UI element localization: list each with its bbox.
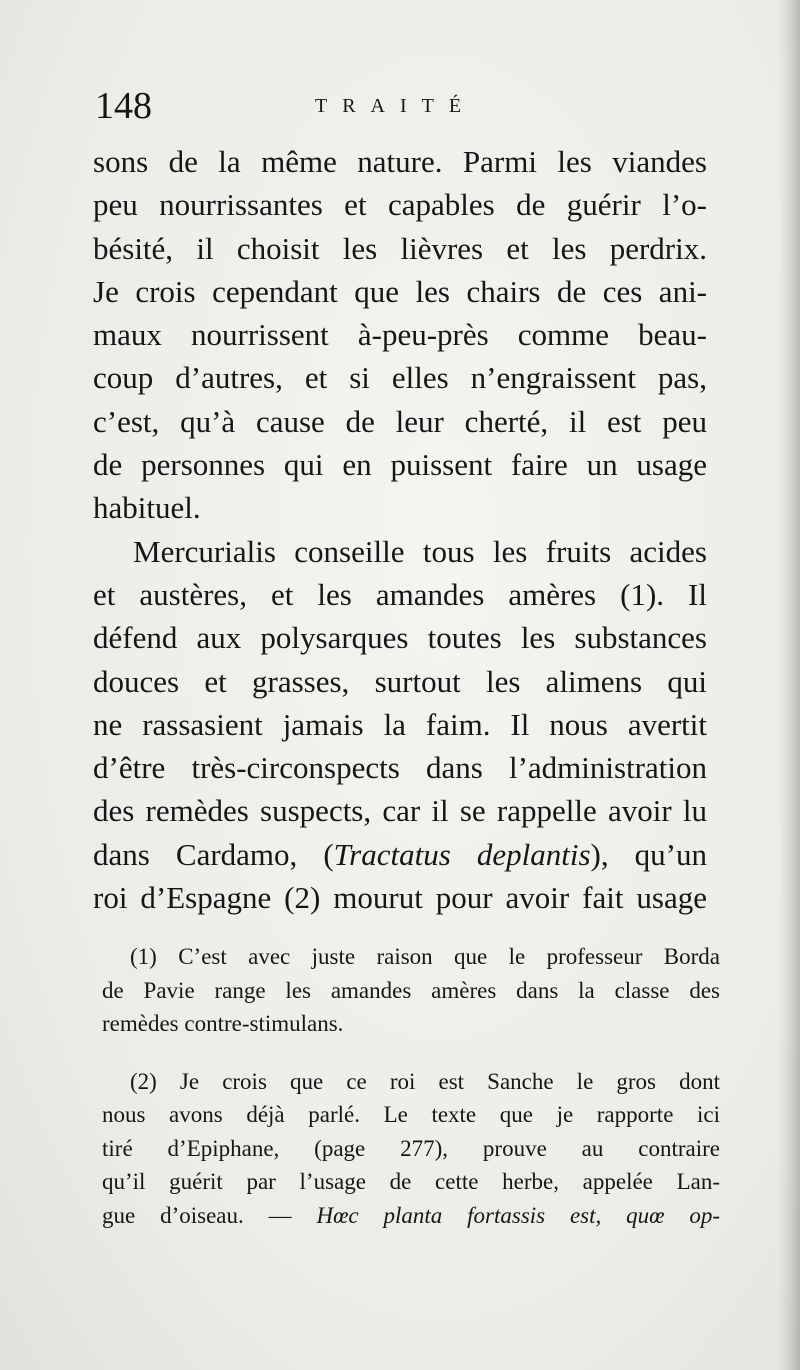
body-line: peu nourrissantes et capables de guérir l’o- bbox=[93, 187, 707, 223]
footnote-line: qu’il guérit par l’usage de cette herbe, appelée Lan- bbox=[102, 1169, 720, 1194]
page-number: 148 bbox=[95, 85, 152, 127]
footnote-text: gue d’oiseau. — bbox=[102, 1202, 317, 1228]
body-line: ne rassasient jamais la faim. Il nous avertit bbox=[93, 706, 707, 742]
footnote-line: (1) C’est avec juste raison que le professeur Borda bbox=[130, 944, 720, 969]
footnote-1 bbox=[102, 940, 720, 1041]
page-edge-shadow bbox=[778, 0, 800, 1370]
body-line: maux nourrissent à-peu-près comme beau- bbox=[93, 317, 707, 353]
body-line: bésité, il choisit les lièvres et les perdrix. bbox=[93, 230, 707, 266]
body-line: d’être très-circonspects dans l’administration bbox=[93, 750, 707, 786]
body-line: Mercurialis conseille tous les fruits acides bbox=[133, 533, 707, 569]
footnote-italic: Hœc planta fortassis est, quœ op- bbox=[316, 1202, 720, 1228]
footnote-line: (2) Je crois que ce roi est Sanche le gros dont bbox=[130, 1068, 720, 1094]
footnote-line: remèdes contre-stimulans. bbox=[102, 1011, 344, 1036]
body-line-text: dans Cardamo, ( bbox=[93, 836, 334, 872]
body-line: c’est, qu’à cause de leur cherté, il est peu bbox=[93, 403, 707, 439]
footnotes bbox=[102, 940, 720, 1232]
body-line: coup d’autres, et si elles n’engraissent pas, bbox=[93, 360, 707, 396]
body-line: et austères, et les amandes amères (1). Il bbox=[93, 576, 707, 612]
body-line: des remèdes suspects, car il se rappelle avoir lu bbox=[93, 793, 707, 829]
body-line-text: ), qu’un bbox=[590, 836, 707, 872]
body-line: défend aux polysarques toutes les substances bbox=[93, 620, 707, 656]
italic-title: Tractatus deplantis bbox=[333, 836, 591, 872]
footnote-line: nous avons déjà parlé. Le texte que je rapporte ici bbox=[102, 1102, 720, 1127]
running-head bbox=[95, 84, 705, 134]
footnote-line bbox=[102, 1199, 720, 1233]
footnote-line: de Pavie range les amandes amères dans la classe des bbox=[102, 977, 720, 1003]
body-line: roi d’Espagne (2) mourut pour avoir fait usage bbox=[93, 880, 707, 916]
running-title: TRAITÉ bbox=[315, 95, 477, 117]
body-line: Je crois cependant que les chairs de ces ani- bbox=[93, 273, 707, 309]
body-line: habituel. bbox=[93, 490, 201, 526]
body-line: douces et grasses, surtout les alimens qui bbox=[93, 663, 707, 699]
footnote-line: tiré d’Epiphane, (page 277), prouve au contraire bbox=[102, 1135, 720, 1161]
body-line: de personnes qui en puissent faire un usage bbox=[93, 447, 707, 483]
body-line: sons de la même nature. Parmi les viandes bbox=[93, 144, 707, 179]
footnote-2 bbox=[102, 1065, 720, 1233]
body-line bbox=[93, 833, 707, 876]
body-text bbox=[93, 140, 707, 919]
